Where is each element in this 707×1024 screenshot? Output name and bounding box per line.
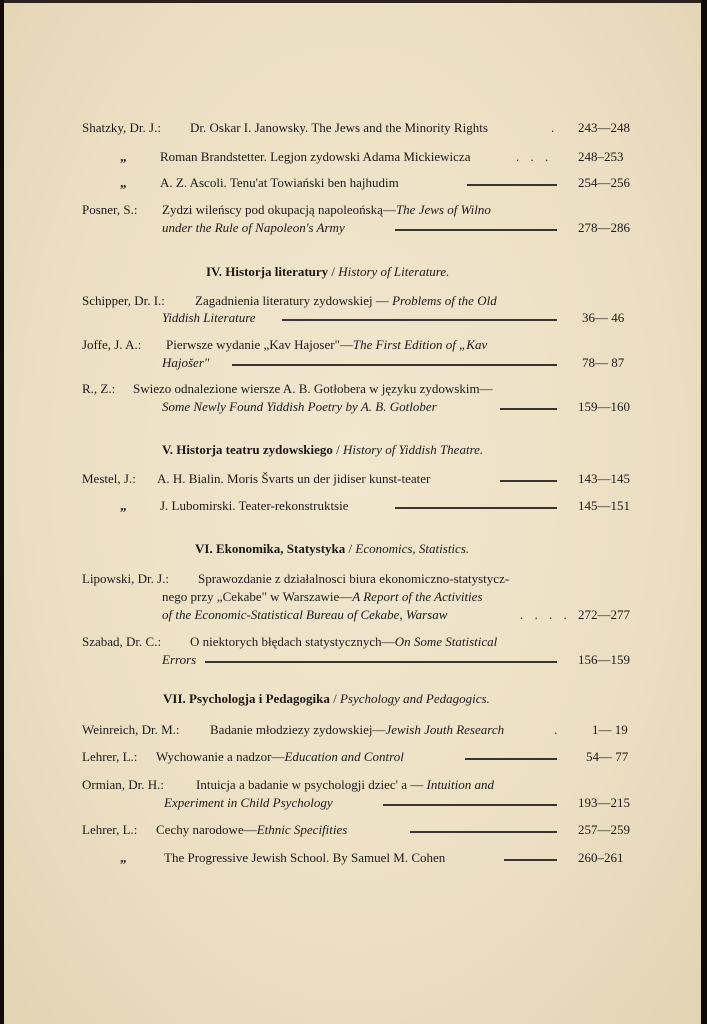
entry-title-pl: Cechy narodowe— <box>156 822 257 837</box>
entry-title-en: under the Rule of Napoleon's Army <box>162 220 345 235</box>
section-title-pl: Psychologja i Pedagogika <box>189 691 330 706</box>
leader-line <box>467 184 557 186</box>
entry-author: Lehrer, L.: <box>82 749 138 764</box>
section-separator: / <box>332 442 344 457</box>
section-separator: / <box>345 541 356 556</box>
section-heading <box>206 262 449 282</box>
entry-dots: . . . <box>516 149 553 164</box>
entry-title-pl: Pierwsze wydanie „Kav Hajoser"— <box>166 337 353 352</box>
section-number: IV. <box>206 264 223 279</box>
entry-author: Ormian, Dr. H.: <box>82 777 164 792</box>
entry-title-en: Problems of the Old <box>392 293 497 308</box>
entry-author: Posner, S.: <box>82 202 138 217</box>
leader-line <box>232 364 557 366</box>
section-number: VII. <box>163 691 186 706</box>
entry-title-en: Jewish Jouth Research <box>385 722 505 737</box>
section-title-en: History of Literature. <box>338 264 450 279</box>
entry-author: R., Z.: <box>82 381 116 396</box>
entry-title-pl: Wychowanie a nadzor— <box>156 749 285 764</box>
entry-dots: . <box>551 120 559 135</box>
section-title-pl: Historja literatury <box>225 264 329 279</box>
entry-title: Dr. Oskar I. Janowsky. The Jews and the Minority Rights <box>190 120 488 135</box>
leader-line <box>282 319 557 321</box>
entry-title-pl: Intuicja a badanie w psychologji dziec' a — <box>196 777 427 792</box>
entry-title-pl: nego przy „Cekabe" w Warszawie— <box>162 589 353 604</box>
section-heading <box>162 440 483 460</box>
entry-title: J. Lubomirski. Teater-rekonstruktsie <box>160 498 349 513</box>
section-title-en: Psychology and Pedagogics. <box>339 691 490 706</box>
ditto-mark: „ <box>120 850 127 865</box>
scan-right-edge <box>701 0 707 1024</box>
entry-author: Schipper, Dr. I.: <box>82 293 165 308</box>
entry-author: Weinreich, Dr. M.: <box>82 722 180 737</box>
entry-title-en: Errors <box>162 652 197 667</box>
entry-pages: 78— 87 <box>582 355 625 370</box>
entry-dots: . <box>554 722 562 737</box>
section-heading <box>163 689 490 709</box>
leader-line <box>504 859 557 861</box>
leader-line <box>500 408 557 410</box>
section-title-pl: Ekonomika, Statystyka <box>215 541 346 556</box>
section-separator: / <box>329 691 340 706</box>
entry-author: Szabad, Dr. C.: <box>82 634 162 649</box>
entry-author: Mestel, J.: <box>82 471 136 486</box>
entry-pages: 145—151 <box>578 498 630 513</box>
entry-title-pl: O niektorych błędach statystycznych— <box>190 634 395 649</box>
section-title-en: Economics, Statistics. <box>355 541 470 556</box>
section-number: V. <box>162 442 173 457</box>
entry-pages: 257—259 <box>578 822 630 837</box>
entry-pages: 143—145 <box>578 471 630 486</box>
entry-pages: 1— 19 <box>592 722 628 737</box>
ditto-mark: „ <box>120 498 127 513</box>
entry-author: Lipowski, Dr. J.: <box>82 571 170 586</box>
section-number: VI. <box>195 541 213 556</box>
entry-title: A. Z. Ascoli. Tenu'at Towiański ben hajhudim <box>160 175 399 190</box>
entry-title: Roman Brandstetter. Legjon zydowski Adama Mickiewicza <box>160 149 471 164</box>
entry-title-en: A Report of the Activities <box>352 589 483 604</box>
entry-title-en: Experiment in Child Psychology <box>164 795 333 810</box>
leader-line <box>395 507 557 509</box>
entry-pages: 156—159 <box>578 652 630 667</box>
leader-line <box>410 831 557 833</box>
entry-dots: . . . . <box>520 607 571 622</box>
entry-pages: 260–261 <box>578 850 624 865</box>
section-title-en: History of Yiddish Theatre. <box>343 442 484 457</box>
entry-title-en: Education and Control <box>284 749 404 764</box>
entry-title: The Progressive Jewish School. By Samuel M. Cohen <box>164 850 446 865</box>
entry-author: Shatzky, Dr. J.: <box>82 120 161 135</box>
leader-line <box>500 480 557 482</box>
leader-line <box>205 661 557 663</box>
entry-title-pl: Zydzi wileńscy pod okupacją napoleońską— <box>162 202 396 217</box>
entry-title-pl: Badanie młodziezy zydowskiej— <box>210 722 386 737</box>
entry-title-en: The Jews of Wilno <box>395 202 491 217</box>
entry-title-en: The First Edition of „Kav <box>352 337 488 352</box>
entry-pages: 272—277 <box>578 607 630 622</box>
section-heading <box>195 539 469 559</box>
entry-author: Lehrer, L.: <box>82 822 138 837</box>
entry-pages: 159—160 <box>578 399 630 414</box>
entry-pages: 278—286 <box>578 220 630 235</box>
entry-title-en: Yiddish Literature <box>162 310 256 325</box>
entry-pages: 54— 77 <box>586 749 629 764</box>
entry-title-en: On Some Statistical <box>394 634 498 649</box>
entry-pages: 248–253 <box>578 149 624 164</box>
entry-title: A. H. Bialin. Moris Švarts un der jidiser kunst-teater <box>157 471 431 486</box>
entry-pages: 254—256 <box>578 175 630 190</box>
entry-title-en: Some Newly Found Yiddish Poetry by A. B. Gotlober <box>162 399 437 414</box>
entry-title-en: Intuition and <box>426 777 495 792</box>
entry-title-en: of the Economic-Statistical Bureau of Cekabe, Warsaw <box>162 607 448 622</box>
entry-title-pl: Swiezo odnalezione wiersze A. B. Gotłobera w języku zydowskim— <box>133 381 493 396</box>
leader-line <box>465 758 557 760</box>
leader-line <box>383 804 557 806</box>
section-title-pl: Historja teatru zydowskiego <box>176 442 333 457</box>
entry-title-en: Hajošer" <box>162 355 210 370</box>
entry-author: Joffe, J. A.: <box>82 337 142 352</box>
leader-line <box>395 229 557 231</box>
entry-pages: 36— 46 <box>582 310 625 325</box>
ditto-mark: „ <box>120 149 127 164</box>
ditto-mark: „ <box>120 175 127 190</box>
entry-title-pl: Zagadnienia literatury zydowskiej — <box>195 293 393 308</box>
section-separator: / <box>328 264 339 279</box>
entry-title-en: Ethnic Specifities <box>256 822 348 837</box>
entry-pages: 193—215 <box>578 795 630 810</box>
entry-title-pl: Sprawozdanie z działalnosci biura ekonomiczno-statystycz- <box>198 571 510 586</box>
entry-pages: 243—248 <box>578 120 630 135</box>
